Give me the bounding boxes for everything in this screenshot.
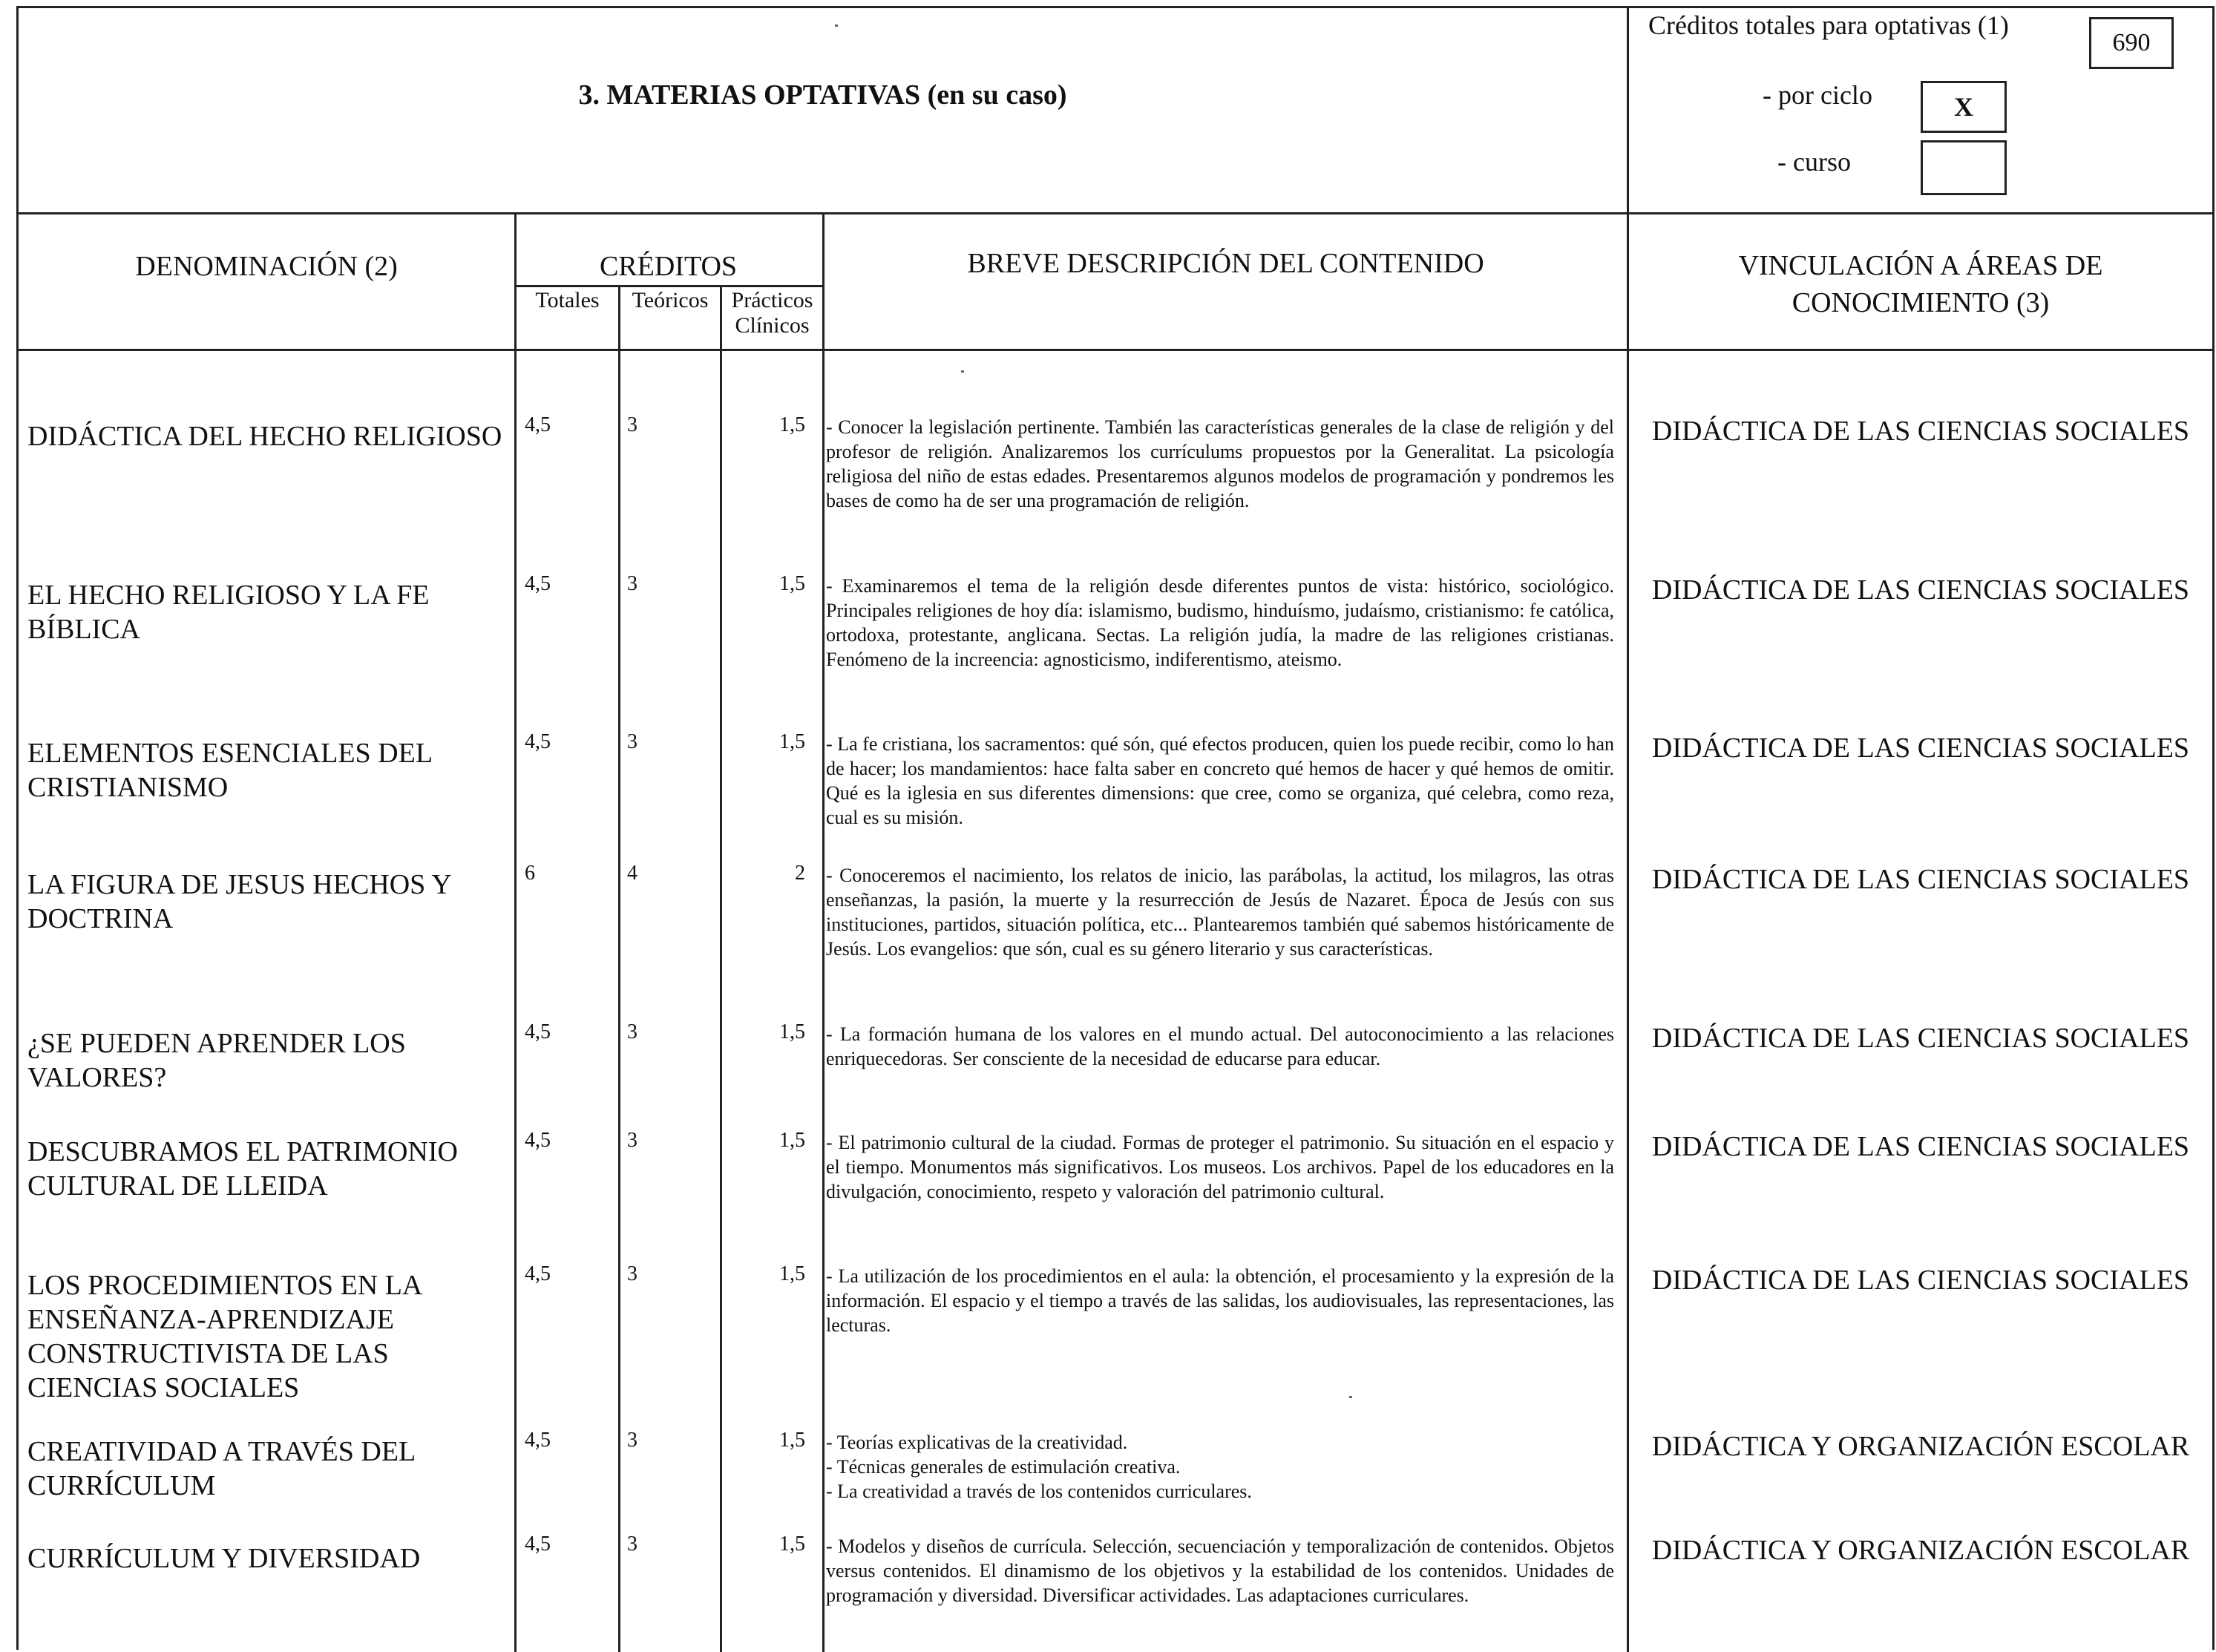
row-totales: 4,5 [525, 1533, 551, 1556]
row-vinculacion: DIDÁCTICA DE LAS CIENCIAS SOCIALES [1651, 1131, 2190, 1162]
row-teoricos: 3 [627, 1262, 637, 1285]
row-practicos: 1,5 [779, 413, 805, 436]
row-descripcion [826, 1430, 1614, 1504]
row-denominacion: LOS PROCEDIMIENTOS EN LA ENSEÑANZA-APRENDIZAJE CONSTRUCTIVISTA DE LAS CIENCIAS SOCIALES [27, 1270, 422, 1403]
col-divider [618, 351, 620, 1652]
col-denominacion: DENOMINACIÓN (2) [135, 251, 398, 282]
row-practicos: 1,5 [779, 730, 805, 753]
col-vinculacion-line2: CONOCIMIENTO (3) [1792, 287, 2050, 318]
row-vinculacion: DIDÁCTICA DE LAS CIENCIAS SOCIALES [1651, 732, 2190, 764]
col-practicos-line1: Prácticos [731, 288, 813, 312]
row-descripcion: - La fe cristiana, los sacramentos: qué són, qué efectos producen, quien los puede recibir, como lo han de hacer; los mandamientos: hace falta saber en concreto qué hemos de hacer y qué hemos de omitir. Qué es la iglesia en sus diferentes dimensions: que cree, como se organiza, qué celebra, como reza, cual es su misión. [826, 733, 1614, 828]
row-denominacion: DIDÁCTICA DEL HECHO RELIGIOSO [27, 421, 502, 452]
creditos-totales-label: Créditos totales para optativas (1) [1648, 10, 2009, 40]
col-divider [720, 351, 722, 1652]
descripcion-line: - Técnicas generales de estimulación creativa. [826, 1456, 1181, 1478]
row-teoricos: 3 [627, 1129, 637, 1152]
row-vinculacion: DIDÁCTICA DE LAS CIENCIAS SOCIALES [1651, 864, 2190, 895]
row-descripcion: - Modelos y diseños de currícula. Selección, secuenciación y temporalización de contenidos. Objetos versus contenidos. El dinamismo de los objetivos y la estabilidad de los contenidos. Unidades de programación y diversidad. Diversificar actividades. Las adaptaciones curriculares. [826, 1535, 1614, 1606]
row-vinculacion: DIDÁCTICA Y ORGANIZACIÓN ESCOLAR [1651, 1535, 2190, 1566]
col-divider [822, 351, 825, 1652]
row-practicos: 2 [795, 862, 805, 885]
row-denominacion: DESCUBRAMOS EL PATRIMONIO CULTURAL DE LLEIDA [27, 1136, 458, 1202]
column-headers [19, 214, 2212, 351]
por-ciclo-checkbox: X [1921, 81, 2007, 133]
row-practicos: 1,5 [779, 1129, 805, 1152]
row-denominacion: EL HECHO RELIGIOSO Y LA FE BÍBLICA [27, 580, 430, 645]
document-frame [16, 6, 2215, 1650]
row-denominacion: CREATIVIDAD A TRAVÉS DEL CURRÍCULUM [27, 1436, 415, 1501]
col-teoricos: Teóricos [632, 288, 709, 312]
row-descripcion: - Conoceremos el nacimiento, los relatos de inicio, las parábolas, la actitud, los milagros, las otras enseñanzas, la pasión, la muerte y la resurrección de Jesús de Nazaret. Época de Jesús con sus instituciones, partidos, situación política, etc... Plantearemos también qué sabemos históricamente de Jesús. Los evangelios: que són, cual es su género literario y sus características. [826, 865, 1614, 960]
row-totales: 4,5 [525, 730, 551, 753]
row-totales: 4,5 [525, 1020, 551, 1043]
header-divider [1627, 8, 1629, 214]
scan-speck [835, 24, 838, 27]
row-totales: 4,5 [525, 1429, 551, 1452]
creditos-totales-value: 690 [2089, 17, 2174, 69]
por-ciclo-label: - por ciclo [1763, 80, 1872, 110]
row-vinculacion: DIDÁCTICA Y ORGANIZACIÓN ESCOLAR [1651, 1431, 2190, 1462]
row-teoricos: 3 [627, 1533, 637, 1556]
section-title-main: 3. MATERIAS OPTATIVAS [578, 79, 921, 111]
descripcion-line: - La creatividad a través de los contenidos curriculares. [826, 1481, 1252, 1502]
col-practicos-line2: Clínicos [735, 313, 810, 338]
col-descripcion: BREVE DESCRIPCIÓN DEL CONTENIDO [967, 248, 1484, 279]
row-denominacion: CURRÍCULUM Y DIVERSIDAD [27, 1543, 421, 1574]
scan-speck [1349, 1396, 1352, 1398]
row-practicos: 1,5 [779, 572, 805, 595]
row-teoricos: 3 [627, 572, 637, 595]
row-denominacion: ¿SE PUEDEN APRENDER LOS VALORES? [27, 1028, 406, 1093]
row-vinculacion: DIDÁCTICA DE LAS CIENCIAS SOCIALES [1651, 1265, 2190, 1296]
row-vinculacion: DIDÁCTICA DE LAS CIENCIAS SOCIALES [1651, 574, 2190, 606]
row-practicos: 1,5 [779, 1020, 805, 1043]
row-totales: 4,5 [525, 413, 551, 436]
row-denominacion: ELEMENTOS ESENCIALES DEL CRISTIANISMO [27, 738, 432, 803]
section-title-suffix: (en su caso) [927, 79, 1067, 111]
row-teoricos: 3 [627, 1429, 637, 1452]
section-title [19, 79, 1627, 111]
row-teoricos: 4 [627, 862, 637, 885]
row-totales: 6 [525, 862, 535, 885]
col-divider [822, 214, 825, 351]
curso-checkbox [1921, 140, 2007, 195]
header-block [19, 8, 2212, 214]
row-descripcion: - La formación humana de los valores en el mundo actual. Del autoconocimiento a las relaciones enriquecedoras. Ser consciente de la necesidad de educarse para educar. [826, 1023, 1614, 1069]
row-practicos: 1,5 [779, 1262, 805, 1285]
row-descripcion: - Conocer la legislación pertinente. También las características generales de la clase de religión y del profesor de religión. Analizaremos los currículums propuestos por la Generalitat. La psicología religiosa del niño de estas edades. Presentaremos algunos modelos de programación y pondremos les bases de como ha de ser una programación de religión. [826, 416, 1614, 511]
row-descripcion: - Examinaremos el tema de la religión desde diferentes puntos de vista: histórico, sociológico. Principales religiones de hoy día: islamismo, budismo, hinduísmo, judaísmo, cristianismo: fe católica, ortodoxa, protestante, anglicana. Sectas. La religión judía, la madre de las religiones cristianas. Fenómeno de la increencia: agnosticismo, indiferentismo, ateismo. [826, 575, 1614, 670]
row-vinculacion: DIDÁCTICA DE LAS CIENCIAS SOCIALES [1651, 416, 2190, 447]
col-vinculacion-line1: VINCULACIÓN A ÁREAS DE [1738, 250, 2103, 281]
row-totales: 4,5 [525, 572, 551, 595]
curso-label: - curso [1777, 147, 1851, 177]
col-totales: Totales [535, 288, 600, 312]
row-descripcion: - La utilización de los procedimientos en el aula: la obtención, el procesamiento y la expresión de la información. El espacio y el tiempo a través de las salidas, los audiovisuales, las representaciones, las lecturas. [826, 1265, 1614, 1336]
descripcion-line: - Teorías explicativas de la creatividad. [826, 1432, 1128, 1453]
scan-speck [961, 370, 964, 373]
creditos-subdivider [514, 285, 822, 287]
col-divider [514, 214, 517, 351]
row-totales: 4,5 [525, 1262, 551, 1285]
col-divider [514, 351, 517, 1652]
row-practicos: 1,5 [779, 1429, 805, 1452]
row-teoricos: 3 [627, 1020, 637, 1043]
row-descripcion: - El patrimonio cultural de la ciudad. Formas de proteger el patrimonio. Su situación en el espacio y el tiempo. Monumentos más significativos. Los museos. Los archivos. Papel de los educadores en la divulgación, conocimiento, respeto y valoración del patrimonio cultural. [826, 1132, 1614, 1202]
col-practicos [722, 288, 822, 338]
row-denominacion: LA FIGURA DE JESUS HECHOS Y DOCTRINA [27, 869, 451, 934]
row-vinculacion: DIDÁCTICA DE LAS CIENCIAS SOCIALES [1651, 1023, 2190, 1054]
row-totales: 4,5 [525, 1129, 551, 1152]
row-teoricos: 3 [627, 730, 637, 753]
col-creditos: CRÉDITOS [599, 251, 738, 282]
col-vinculacion [1629, 247, 2212, 321]
row-practicos: 1,5 [779, 1533, 805, 1556]
row-teoricos: 3 [627, 413, 637, 436]
